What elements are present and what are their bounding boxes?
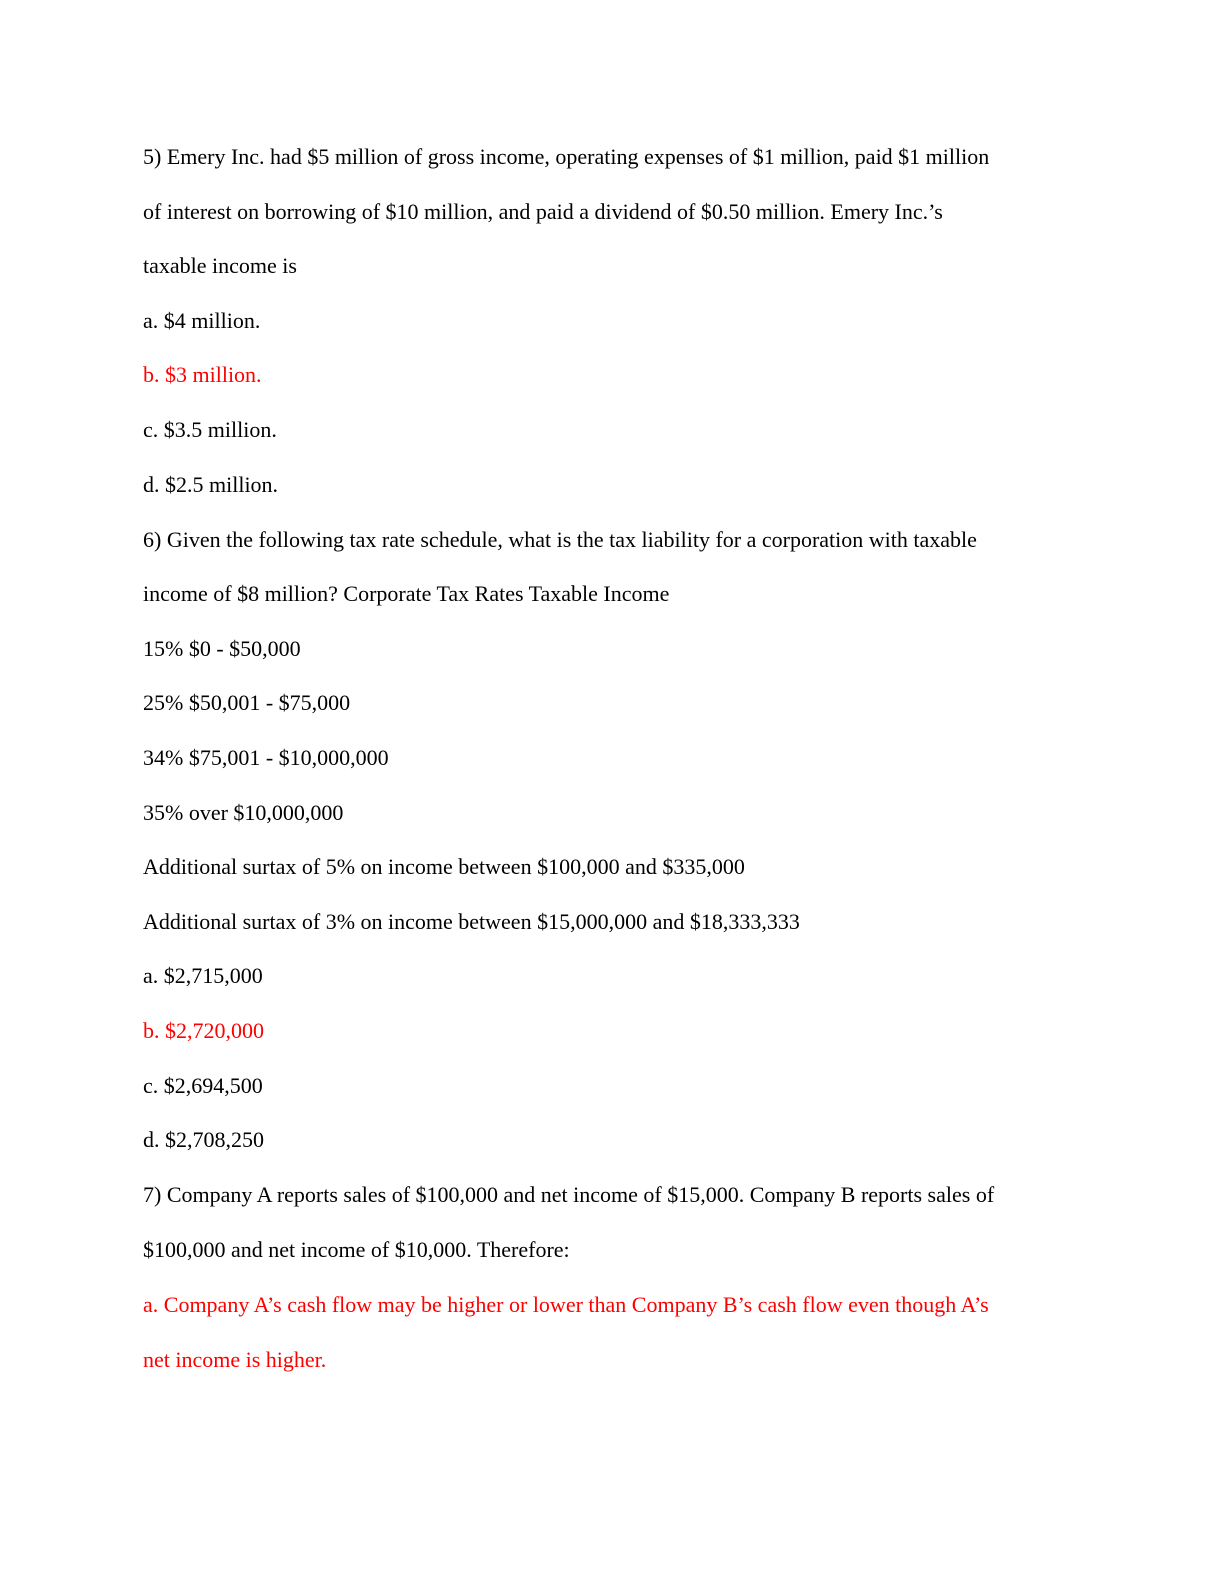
q6-schedule-row-3: 34% $75,001 - $10,000,000: [143, 745, 389, 770]
q6-schedule-row-2: 25% $50,001 - $75,000: [143, 690, 351, 715]
q6-surtax-line-2: Additional surtax of 3% on income between $15,000,000 and $18,333,333: [143, 909, 800, 934]
q5-stem-line-1: 5) Emery Inc. had $5 million of gross income, operating expenses of $1 million, paid $1 million: [143, 144, 990, 169]
q5-stem-line-2: of interest on borrowing of $10 million, and paid a dividend of $0.50 million. Emery Inc.’s: [143, 199, 943, 224]
q6-option-a: a. $2,715,000: [143, 963, 263, 988]
q6-schedule-row-4: 35% over $10,000,000: [143, 800, 344, 825]
q6-option-c: c. $2,694,500: [143, 1073, 263, 1098]
q6-surtax-line-1: Additional surtax of 5% on income between $100,000 and $335,000: [143, 854, 745, 879]
q7-stem-line-1: 7) Company A reports sales of $100,000 and net income of $15,000. Company B reports sales of: [143, 1182, 995, 1207]
q5-option-c: c. $3.5 million.: [143, 417, 277, 442]
q7-option-a-correct-line-1: a. Company A’s cash flow may be higher or lower than Company B’s cash flow even though A’s: [143, 1292, 989, 1317]
q5-stem-line-3: taxable income is: [143, 253, 297, 278]
q6-option-b-correct: b. $2,720,000: [143, 1018, 264, 1043]
q5-option-b-correct: b. $3 million.: [143, 362, 262, 387]
q7-stem-line-2: $100,000 and net income of $10,000. Therefore:: [143, 1237, 570, 1262]
q6-stem-line-1: 6) Given the following tax rate schedule, what is the tax liability for a corporation with taxable: [143, 527, 977, 552]
q5-option-d: d. $2.5 million.: [143, 472, 279, 497]
q6-option-d: d. $2,708,250: [143, 1127, 264, 1152]
q7-option-a-correct-line-2: net income is higher.: [143, 1347, 327, 1372]
q6-schedule-row-1: 15% $0 - $50,000: [143, 636, 301, 661]
q6-stem-line-2: income of $8 million? Corporate Tax Rates Taxable Income: [143, 581, 670, 606]
q5-option-a: a. $4 million.: [143, 308, 261, 333]
